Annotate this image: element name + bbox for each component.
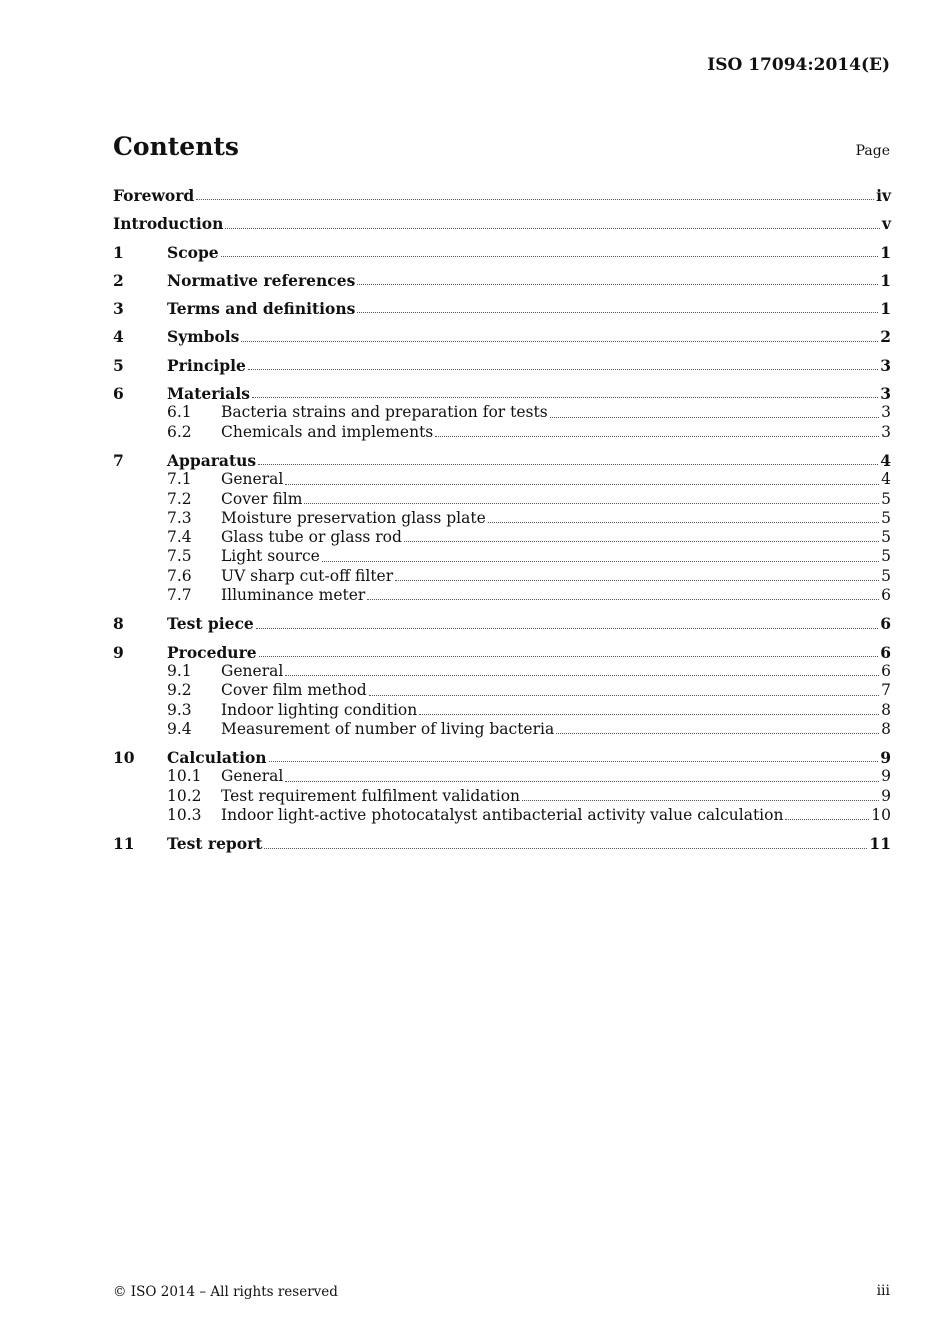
toc-subentry[interactable] (113, 806, 891, 825)
toc-entry-page: 5 (881, 528, 891, 547)
toc-entry-number: 5 (113, 355, 124, 375)
toc-subentry[interactable] (113, 567, 891, 586)
toc-dot-leader (357, 312, 878, 313)
toc-entry-title: Introduction (113, 214, 224, 234)
toc-dot-leader (322, 561, 879, 562)
toc-entry-title: General (221, 470, 284, 489)
toc-entry[interactable] (113, 614, 891, 633)
toc-entry-page: 5 (881, 489, 891, 508)
toc-entry-title: Calculation (167, 748, 267, 768)
toc-dot-leader (285, 781, 879, 782)
toc-entry-page: 6 (880, 614, 891, 634)
toc-entry-page: 3 (880, 355, 891, 375)
toc-dot-leader (488, 522, 879, 523)
toc-entry-number: 9.1 (167, 661, 192, 680)
toc-subentry[interactable] (113, 681, 891, 700)
toc-dot-leader (196, 199, 874, 200)
toc-dot-leader (258, 464, 878, 465)
toc-dot-leader (522, 800, 879, 801)
toc-subentry[interactable] (113, 662, 891, 681)
toc-entry-page: 4 (880, 450, 891, 470)
toc-entry-number: 9 (113, 642, 124, 662)
toc-entry-number: 9.2 (167, 681, 192, 700)
toc-entry-title: Glass tube or glass rod (221, 528, 402, 547)
toc-entry-number: 9.3 (167, 700, 192, 719)
toc-entry-page: 5 (881, 547, 891, 566)
toc-entry[interactable] (113, 214, 891, 233)
toc-entry[interactable] (113, 186, 891, 205)
toc-entry[interactable] (113, 243, 891, 262)
table-of-contents (113, 186, 891, 854)
toc-dot-leader (404, 541, 879, 542)
toc-entry-page: iv (876, 186, 891, 205)
toc-entry-title: Chemicals and implements (221, 422, 434, 441)
toc-entry[interactable] (113, 271, 891, 290)
toc-dot-leader (221, 256, 879, 257)
toc-entry-title: Apparatus (167, 450, 257, 470)
toc-entry-title: Cover film (221, 489, 303, 508)
toc-dot-leader (285, 484, 879, 485)
toc-entry-page: 4 (881, 470, 891, 489)
toc-entry-title: General (221, 767, 284, 786)
toc-entry-page: 8 (881, 719, 891, 738)
toc-entry[interactable] (113, 384, 891, 403)
toc-entry-title: Cover film method (221, 681, 367, 700)
toc-entry-page: 9 (881, 767, 891, 786)
toc-entry-number: 7.3 (167, 508, 192, 527)
toc-entry-page: 9 (881, 786, 891, 805)
toc-dot-leader (369, 695, 879, 696)
toc-dot-leader (419, 714, 879, 715)
toc-dot-leader (550, 417, 879, 418)
toc-entry[interactable] (113, 299, 891, 318)
toc-entry-number: 6.2 (167, 422, 192, 441)
toc-entry-number: 10.2 (167, 786, 202, 805)
toc-entry-page: 3 (881, 403, 891, 422)
toc-entry-number: 7.7 (167, 586, 192, 605)
toc-entry-number: 8 (113, 614, 124, 634)
toc-entry-title: Indoor lighting condition (221, 700, 418, 719)
toc-entry-title: Test report (167, 834, 263, 854)
toc-entry-page: 2 (880, 327, 891, 347)
toc-subentry[interactable] (113, 787, 891, 806)
toc-entry-number: 3 (113, 299, 124, 319)
toc-entry-number: 2 (113, 270, 124, 290)
toc-dot-leader (225, 228, 880, 229)
toc-entry-number: 4 (113, 327, 124, 347)
toc-entry-number: 6 (113, 384, 124, 404)
toc-entry-title: Test piece (167, 614, 254, 634)
toc-dot-leader (259, 656, 879, 657)
toc-entry[interactable] (113, 643, 891, 662)
toc-entry-title: Materials (167, 384, 250, 404)
toc-entry-title: Bacteria strains and preparation for tests (221, 403, 548, 422)
toc-entry-title: Measurement of number of living bacteria (221, 719, 555, 738)
toc-subentry[interactable] (113, 509, 891, 528)
toc-entry-page: 7 (881, 681, 891, 700)
toc-entry-number: 6.1 (167, 403, 192, 422)
toc-entry[interactable] (113, 748, 891, 767)
toc-subentry[interactable] (113, 720, 891, 739)
toc-entry-page: 3 (880, 384, 891, 404)
toc-dot-leader (357, 284, 878, 285)
toc-dot-leader (304, 503, 879, 504)
toc-entry-title: Procedure (167, 642, 257, 662)
toc-entry-number: 10.1 (167, 767, 202, 786)
toc-entry-number: 7.6 (167, 566, 192, 585)
toc-entry-number: 10.3 (167, 806, 202, 825)
toc-entry-title: Illuminance meter (221, 586, 366, 605)
toc-subentry[interactable] (113, 490, 891, 509)
toc-entry-page: 5 (881, 508, 891, 527)
toc-entry-title: UV sharp cut-off filter (221, 566, 394, 585)
toc-dot-leader (241, 341, 878, 342)
toc-dot-leader (785, 819, 869, 820)
toc-dot-leader (256, 628, 878, 629)
toc-entry[interactable] (113, 834, 891, 853)
toc-subentry[interactable] (113, 767, 891, 786)
toc-entry-title: Foreword (113, 186, 195, 205)
toc-dot-leader (264, 848, 867, 849)
toc-dot-leader (367, 599, 879, 600)
toc-entry-page: 5 (881, 566, 891, 585)
toc-entry-page: 6 (881, 661, 891, 680)
toc-dot-leader (556, 733, 879, 734)
toc-entry-title: Terms and definitions (167, 299, 356, 319)
toc-dot-leader (252, 397, 878, 398)
toc-entry-number: 11 (113, 834, 135, 854)
toc-entry-title: Normative references (167, 270, 356, 290)
toc-entry-number: 7.4 (167, 528, 192, 547)
toc-subentry[interactable] (113, 547, 891, 566)
toc-entry-title: Light source (221, 547, 320, 566)
contents-title: Contents (113, 132, 240, 161)
toc-entry-page: v (881, 214, 891, 234)
toc-subentry[interactable] (113, 701, 891, 720)
toc-entry-page: 9 (880, 748, 891, 768)
toc-subentry[interactable] (113, 586, 891, 605)
toc-entry-number: 7 (113, 450, 124, 470)
toc-entry-page: 3 (881, 422, 891, 441)
toc-entry-number: 7.5 (167, 547, 192, 566)
footer-copyright: © ISO 2014 – All rights reserved (113, 1284, 338, 1300)
toc-dot-leader (435, 436, 879, 437)
toc-subentry[interactable] (113, 423, 891, 442)
toc-entry-title: Principle (167, 355, 246, 375)
toc-entry[interactable] (113, 451, 891, 470)
toc-entry-page: 1 (880, 299, 891, 319)
toc-subentry[interactable] (113, 528, 891, 547)
document-id: ISO 17094:2014(E) (707, 55, 890, 75)
toc-dot-leader (285, 675, 879, 676)
toc-entry-title: Moisture preservation glass plate (221, 508, 486, 527)
toc-entry-number: 9.4 (167, 719, 192, 738)
toc-entry[interactable] (113, 327, 891, 346)
toc-entry-page: 1 (880, 242, 891, 262)
toc-entry[interactable] (113, 356, 891, 375)
toc-entry-page: 11 (869, 834, 891, 854)
toc-entry-number: 7.2 (167, 489, 192, 508)
toc-entry-title: Test requirement fulfilment validation (221, 786, 521, 805)
toc-entry-page: 8 (881, 700, 891, 719)
footer-page-number: iii (876, 1283, 890, 1299)
toc-entry-page: 1 (880, 270, 891, 290)
toc-subentry[interactable] (113, 470, 891, 489)
toc-dot-leader (269, 761, 879, 762)
toc-subentry[interactable] (113, 403, 891, 422)
toc-dot-leader (395, 580, 879, 581)
toc-entry-title: General (221, 661, 284, 680)
toc-entry-page: 6 (881, 586, 891, 605)
toc-dot-leader (248, 369, 878, 370)
toc-entry-page: 10 (871, 806, 891, 825)
toc-entry-number: 10 (113, 748, 135, 768)
toc-entry-page: 6 (880, 642, 891, 662)
toc-entry-title: Scope (167, 242, 219, 262)
toc-entry-number: 7.1 (167, 470, 192, 489)
toc-entry-title: Indoor light-active photocatalyst antibacterial activity value calculation (221, 806, 784, 825)
page-column-label: Page (855, 143, 890, 159)
toc-entry-number: 1 (113, 242, 124, 262)
toc-entry-title: Symbols (167, 327, 240, 347)
